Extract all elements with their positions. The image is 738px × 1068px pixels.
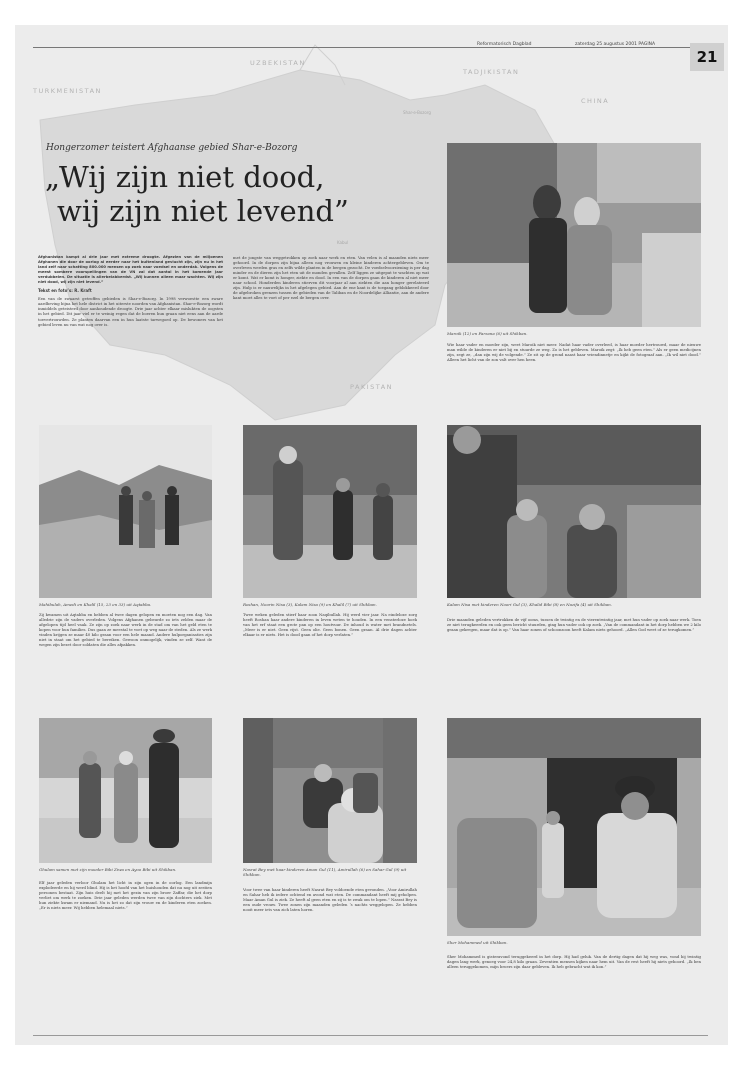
article-lead: Afghanistan kampt al drie jaar met extreme droogte. Afgezien van de miljoenen Afghanen die door de oorlog al eerder naar het buitenland gevlucht zijn, zijn nu in het land zelf naar schatting 800.000 mensen op zoek naar voedsel en onderdak. Volgens de meest sombere voorspellingen van de VN zal dat aantal in het komende jaar verdubbelen. De situatie is allerbelabberdst. „Wij kunnen alleen maar wachten. Wij zijn niet dood, wij zijn niet levend.” — [38, 255, 223, 285]
body-maroik: Wie haar vader en moeder zijn, weet Maroik niet meer. Nadat haar vader overleed, is haar moeder hertrouwd, maar de nieuwe man wilde de kinderen er niet bij en stuurde ze weg. Zo is het gebleven. Maroik zegt: „Ik heb geen eten.” Als er geen medicijnen zijn, zegt ze, „dan zijn wij de volgende.” Ze zit op de grond naast haar vriendinnetje en kijkt de fotograaf aan. „Ik wil niet dood.” Alleen het licht van de zon valt over hen heen. — [447, 342, 701, 363]
body-nasrat-bey: Voor twee van haar kinderen heeft Nasrat Bey voldoende eten gevonden. „Voor Amirullah en Sahar heb ik iedere ochtend en avond wat eten. De commandant heeft mij geholpen. Maar Aman Gul is ziek. Ze heeft al geen eten en zij is te zwak om te lopen.” Nasrat Bey is een oude vrouw. Twee zonen zijn maanden geleden ‘s nachts weggelopen. Ze hebben nooit meer iets van zich laten horen. — [243, 887, 417, 913]
photo-maroik-farzana — [447, 143, 701, 327]
footer-rule — [33, 1035, 708, 1036]
photo-ghulam — [39, 718, 212, 863]
map-label-pakistan: PAKISTAN — [350, 383, 394, 391]
photo-nasrat-bey — [243, 718, 417, 863]
body-roshan: Twee weken geleden stierf haar zoon Naqibullah. Hij werd vier jaar. Na eindeloze zorg heeft Roshan haar andere kinderen in leven weten te houden. In een vensterloze hoek van het erf staat een grote pan op een houtvuur. De inhoud is water met brandnetels. „Meer is er niet. Geen rijst. Geen olie. Geen bonen. Geen graan. Al drie dagen achter elkaar is er niets. Het is dood gaan of het dorp verlaten.” — [243, 612, 417, 638]
photo-mahibulah-amedi-khalil — [39, 425, 212, 598]
body-kalam-nisa: Drie maanden geleden vertrokken de vijf ooms, tussen de twintig en de vierentwintig jaar, met hun vader op zoek naar werk. Toen ze niet terugkeerden en ook geen bericht stuurden, ging hun vader ook op zoek. „Van de commandant in het dorp hebben we 2 kilo graan gekregen, maar dat is op.” Van haar zonen of schoonzoon heeft Kalam niets gehoord. „Allen God weet of ze terugkomen.” — [447, 617, 701, 633]
paper-name: Reformatorisch Dagblad — [477, 42, 532, 47]
map-label-tadjikistan: TADJIKISTAN — [463, 68, 520, 76]
caption-maroik: Maroik (12) en Farzana (6) uit Shikban. — [447, 331, 528, 336]
body-text-col1: Een van de zwaarst getroffen gebieden is Shar-e-Bozorg. In 1998 verwoestte een zware aardbeving bijna het hele district in het uiterste noorden van Afghanistan. Shar-e-Bozorg wordt inmiddels geteisterd door aanhoudende droogte. Drie jaar achter elkaar mislukten de oogsten in het gebied. Dit jaar viel er te weinig regen dat de boeren hun graan niet eens aan de aarde toevertrouwden. Ze planten daarvan een in hun laatste tarwegoed op. De bewoners van het gebied leven nu van wat nog over is. — [38, 296, 223, 327]
photo-roshan-family — [243, 425, 417, 598]
article-subtitle: Hongerzomer teistert Afghaanse gebied Shar-e-Bozorg — [46, 143, 298, 153]
caption-ghulam: Ghulam samen met zijn moeder Bibi Ziwa en Ayoo Bibi uit Shikban. — [39, 867, 177, 872]
caption-mahibulah: Mahibulah, Amedi en Khalil (15, 23 en 33) uit Aqtabba. — [39, 602, 152, 607]
photo-kalam-nisa-children — [447, 425, 701, 598]
page-number: 21 — [690, 43, 724, 71]
caption-kalam-nisa: Kalam Nisa met kinderen Noori Gul (3), Khalid Bibi (8) en Nazifa (4) uit Shikban. — [447, 602, 612, 607]
body-sher-mohammed: Sher Mohammed is gisteravond teruggekeerd in het dorp. Hij had geluk. Van de dertig dagen dat hij weg was, vond hij twintig dagen lang werk, genoeg voor 24,8 kilo graan. Zeventien mensen kijken naar hem uit. Van de rest heeft hij niets gehoord. „Ik ben alleen teruggekomen, mijn broers zijn daar gebleven. Ik heb gebracht wat ik kon.” — [447, 954, 701, 970]
intro-column-1 — [38, 255, 223, 395]
intro-column-2: met de jongste van weggetrokken op zoek naar werk en eten. Van velen is al maanden niets meer gehoord. In de dorpen zijn bijna alleen nog vrouwen en kleine kinderen achtergebleven. Om te overleven werden gras en zelfs wilde planten in de bergen gezocht. De voedselvoorziening is per dag minder en de dieren zijn het eten uit de monden gevallen. Zelf liggen ze uitgeput te wachten op wat er komt. Wat er komt is honger, ziekte en dood. In een van de dorpen gaan de kinderen al niet meer naar school. Honderden kinderen stierven dit voorjaar al aan ziekten die aan honger gerelateerd zijn. Hulp is er nauwelijks in het afgelegen gebied. Aan de ene kant is de toegang geblokkeerd door de afgebroken grenzen tussen de gebieden van de Taliban en de Noordelijke Alliantie, aan de andere kant moet alles te voet of per ezel de bergen over. — [233, 255, 429, 301]
caption-sher-mohammed: Sher Mohammed uit Shikban. — [447, 940, 508, 945]
title-line-2: wij zijn niet levend” — [57, 194, 349, 228]
article-title — [45, 160, 445, 228]
photo-sher-mohammed — [447, 718, 701, 936]
header-rule — [33, 47, 698, 48]
body-mahibulah: Zij kwamen uit Aqtabba en hebben al twee dagen gelopen en moeten nog een dag. Van alledrie zijn de vaders overleden. Volgens Afghanen gebeurde zo iets zelden maar de afgelopen tijd heel vaak. Ze zijn op zoek naar werk in de stad om van het geld eten te kopen voor hun families. Dus gaan ze meestal te voet op weg naar de steden. Als ze werk vinden krijgen ze maar 40 kilo graan voor een hele maand. Andere hulporganisaties zijn niet in staat om het gebied te bereiken. Gewoon onmogelijk, vinden ze zelf. Want de wegen zijn bezet door soldaten die alles afpakken. — [39, 612, 212, 648]
map-label-uzbekistan: UZBEKISTAN — [250, 59, 306, 67]
caption-roshan: Roshan, Noorin Nisa (3), Kalam Nisa (9) en Khalil (7) uit Shikban. — [243, 602, 377, 607]
map-city-shar-e-bozorg: Shar-e-Bozorg — [403, 110, 431, 115]
map-city-kabul: Kabul — [337, 240, 349, 245]
newspaper-page — [15, 25, 728, 1045]
map-label-china: CHINA — [581, 97, 610, 105]
title-line-1: „Wij zijn niet dood, — [45, 160, 325, 194]
body-ghulam: Elf jaar geleden verloor Ghulam het licht in zijn ogen in de oorlog. Een landmijn explodeerde en hij werd blind. Hij is het hoofd van het huishouden dat nu nog uit zestien personen bestaat. Zijn huis deelt hij met het gezin van zijn broer Zaffar, die het dorp verliet om werk te zoeken. Drie jaar geleden werden twee van zijn dochters ziek. Met hun ziekte kwam er niemand. Nu is het zo dat zijn vrouw en de kinderen eten zoeken. „Er is niets meer. Wij hebben helemaal niets.” — [39, 880, 212, 911]
caption-nasrat-bey: Nasrat Bey met haar kinderen Aman Gul (11), Amirullah (6) en Sahar Gul (9) uit Shikban. — [243, 867, 407, 877]
map-label-turkmenistan: TURKMENISTAN — [33, 87, 102, 95]
article-credit: Tekst en foto’s: R. Kraft — [38, 288, 92, 294]
date-line: zaterdag 25 augustus 2001 PAGINA — [575, 42, 656, 47]
